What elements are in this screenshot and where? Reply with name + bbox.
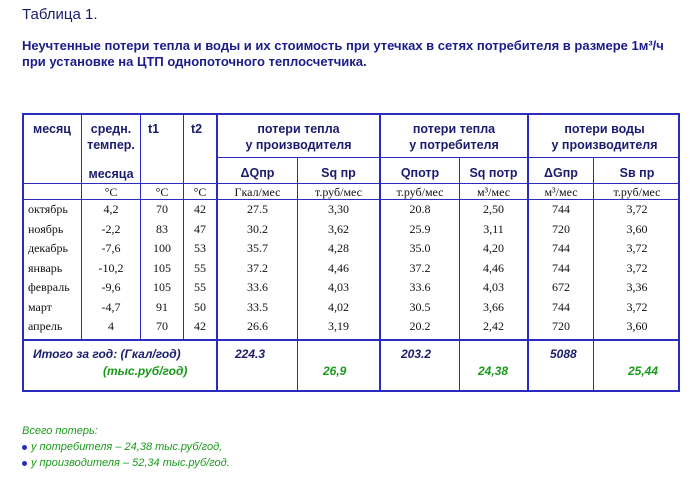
cell-t1: 83 <box>156 221 168 236</box>
cell-heat-cost-consumer: 4,03 <box>483 280 504 294</box>
row-divider <box>22 183 680 184</box>
table-title: Неучтенные потери тепла и воды и их стоимость при утечках в сетях потребителя в размере 1м³/ч при установке на ЦТП однопоточного теплосчетчика. <box>22 38 664 69</box>
totals-label: Итого за год: (Гкал/год) <box>33 347 181 361</box>
cell-water-loss-producer: 720 <box>552 221 570 236</box>
total-water-producer-cost: 25,44 <box>628 364 659 378</box>
cell-heat-cost-producer: 4,02 <box>328 299 349 314</box>
cell-heat-cost-consumer: 4,20 <box>483 241 504 255</box>
cell-t2: 42 <box>194 319 206 333</box>
total-heat-consumer: 203.2 <box>401 347 432 361</box>
unit-cell: °C <box>155 185 169 199</box>
cell-avg-temp: 4,2 <box>103 202 119 216</box>
cell-heat-loss-consumer: 33.6 <box>409 280 431 294</box>
cell-t1: 105 <box>153 260 171 275</box>
cell-heat-cost-consumer: 4,46 <box>483 260 504 275</box>
cell-month: апрель <box>28 319 63 333</box>
group-heat-consumer-2: у потребителя <box>409 138 499 152</box>
sub-header-sq-potr: Sq потр <box>469 166 518 180</box>
cell-water-cost-producer: 3,72 <box>626 260 648 275</box>
cell-avg-temp: -2,2 <box>101 221 121 236</box>
cell-water-loss-producer: 744 <box>552 202 570 216</box>
unit-cell: м³/мес <box>544 185 578 199</box>
cell-t1: 100 <box>153 241 171 255</box>
cell-avg-temp: -7,6 <box>101 241 121 255</box>
cell-heat-cost-producer: 4,03 <box>328 280 349 294</box>
cell-water-cost-producer: 3,72 <box>626 241 648 255</box>
header-temp-1: средн. <box>90 122 132 136</box>
cell-month: февраль <box>28 280 70 294</box>
header-month: месяц <box>33 122 71 136</box>
notes-line-producer <box>22 457 230 469</box>
cell-avg-temp: -9,6 <box>101 280 121 294</box>
cell-t1: 91 <box>156 299 168 314</box>
cell-month: ноябрь <box>28 221 64 236</box>
cell-t2: 47 <box>194 221 206 236</box>
bullet-icon <box>22 445 27 450</box>
cell-heat-loss-producer: 27.5 <box>247 202 268 216</box>
cell-heat-loss-consumer: 35.0 <box>409 241 431 255</box>
sub-header-q-potr: Qпотр <box>400 166 440 180</box>
totals-label-cost: (тыс.руб/год) <box>103 364 188 378</box>
bullet-icon <box>22 461 27 466</box>
header-t1: t1 <box>148 122 160 136</box>
unit-cell: т.руб/мес <box>613 185 661 199</box>
row-divider <box>216 157 680 158</box>
cell-heat-loss-consumer: 20.8 <box>409 202 431 216</box>
cell-heat-cost-consumer: 3,11 <box>483 221 504 236</box>
cell-heat-cost-producer: 4,28 <box>328 241 349 255</box>
group-heat-producer-2: у производителя <box>245 138 352 152</box>
cell-heat-loss-producer: 33.6 <box>247 280 268 294</box>
unit-cell: °C <box>104 185 118 199</box>
cell-heat-loss-consumer: 37.2 <box>409 260 431 275</box>
sub-header-dq: ΔQпр <box>240 166 275 180</box>
cell-heat-loss-consumer: 20.2 <box>409 319 431 333</box>
cell-t2: 50 <box>194 299 206 314</box>
cell-t2: 53 <box>194 241 206 255</box>
header-temp-2: темпер. <box>87 138 135 152</box>
cell-heat-cost-producer: 3,62 <box>328 221 349 236</box>
sub-header-sq-pr: Sq пр <box>321 166 356 180</box>
cell-heat-cost-producer: 3,30 <box>328 202 349 216</box>
cell-t2: 55 <box>194 260 206 275</box>
cell-heat-loss-producer: 30.2 <box>247 221 268 236</box>
total-heat-producer: 224.3 <box>235 347 266 361</box>
cell-water-loss-producer: 744 <box>552 241 570 255</box>
notes-heading: Всего потерь: <box>22 425 98 437</box>
cell-water-loss-producer: 720 <box>552 319 570 333</box>
cell-heat-loss-consumer: 30.5 <box>409 299 431 314</box>
cell-water-cost-producer: 3,72 <box>626 299 648 314</box>
cell-t1: 70 <box>156 202 168 216</box>
cell-heat-loss-producer: 37.2 <box>247 260 268 275</box>
sub-header-dg: ΔGпр <box>544 166 578 180</box>
cell-water-loss-producer: 744 <box>552 299 570 314</box>
cell-heat-cost-consumer: 2,42 <box>483 319 504 333</box>
header-temp-3: месяца <box>88 167 134 181</box>
notes-line-producer-text: у производителя – 52,34 тыс.руб/год. <box>31 457 230 469</box>
cell-heat-cost-producer: 3,19 <box>328 319 349 333</box>
cell-water-loss-producer: 744 <box>552 260 570 275</box>
unit-cell: °C <box>193 185 207 199</box>
cell-water-loss-producer: 672 <box>552 280 570 294</box>
cell-avg-temp: 4 <box>108 319 114 333</box>
cell-heat-cost-consumer: 3,66 <box>483 299 504 314</box>
cell-t2: 55 <box>194 280 206 294</box>
total-water-producer: 5088 <box>550 347 577 361</box>
cell-month: январь <box>28 260 63 275</box>
cell-heat-loss-producer: 33.5 <box>247 299 268 314</box>
cell-avg-temp: -10,2 <box>98 260 124 275</box>
cell-heat-cost-consumer: 2,50 <box>483 202 504 216</box>
cell-heat-cost-producer: 4,46 <box>328 260 349 275</box>
cell-month: октябрь <box>28 202 68 216</box>
group-heat-consumer-1: потери тепла <box>412 122 496 136</box>
cell-t1: 70 <box>156 319 168 333</box>
total-heat-consumer-cost: 24,38 <box>478 364 509 378</box>
group-heat-producer-1: потери тепла <box>257 122 340 136</box>
cell-t2: 42 <box>194 202 206 216</box>
group-water-producer-2: у производителя <box>551 138 658 152</box>
sub-header-sg-pr: Sв пр <box>619 166 655 180</box>
cell-t1: 105 <box>153 280 171 294</box>
row-divider <box>22 339 680 341</box>
cell-heat-loss-producer: 35.7 <box>247 241 268 255</box>
unit-cell: Гкал/мес <box>234 185 281 199</box>
notes-line-consumer <box>22 441 222 453</box>
cell-heat-loss-consumer: 25.9 <box>409 221 431 236</box>
cell-water-cost-producer: 3,60 <box>626 319 648 333</box>
group-water-producer-1: потери воды <box>564 122 645 136</box>
table-caption: Таблица 1. <box>22 6 98 23</box>
cell-avg-temp: -4,7 <box>101 299 121 314</box>
cell-water-cost-producer: 3,36 <box>626 280 648 294</box>
unit-cell: т.руб/мес <box>396 185 444 199</box>
notes-line-consumer-text: у потребителя – 24,38 тыс.руб/год, <box>31 441 223 453</box>
cell-water-cost-producer: 3,72 <box>626 202 648 216</box>
header-t2: t2 <box>191 122 203 136</box>
cell-heat-loss-producer: 26.6 <box>247 319 268 333</box>
cell-month: март <box>28 299 52 314</box>
cell-month: декабрь <box>28 241 68 255</box>
cell-water-cost-producer: 3,60 <box>626 221 648 236</box>
unit-cell: т.руб/мес <box>314 185 362 199</box>
unit-cell: м³/мес <box>476 185 511 199</box>
total-heat-producer-cost: 26,9 <box>323 364 347 378</box>
